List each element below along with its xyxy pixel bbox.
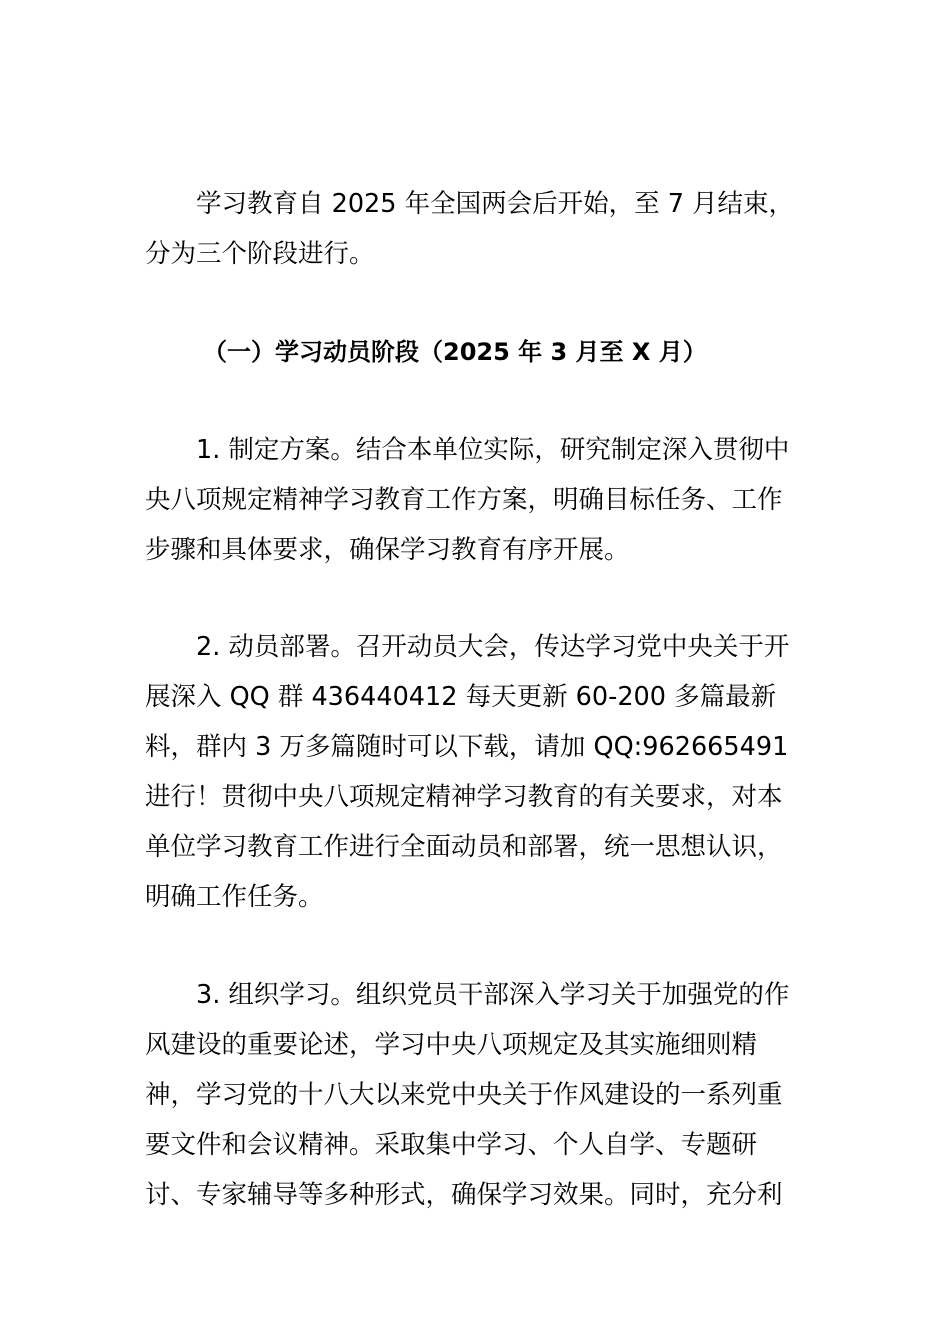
item-paragraph-2 <box>145 622 810 922</box>
paragraph-line: 3. 组织学习。组织党员干部深入学习关于加强党的作 <box>196 980 790 1010</box>
paragraph-line: 讨、专家辅导等多种形式，确保学习效果。同时，充分利 <box>145 1180 783 1210</box>
paragraph-line: 单位学习教育工作进行全面动员和部署，统一思想认识， <box>145 832 783 862</box>
paragraph-line: 要文件和会议精神。采取集中学习、个人自学、专题研 <box>145 1130 758 1160</box>
paragraph-line: 分为三个阶段进行。 <box>145 239 375 269</box>
item-paragraph-1 <box>145 425 810 575</box>
section-heading: （一）学习动员阶段（2025 年 3 月至 X 月） <box>203 338 707 366</box>
paragraph-line: 明确工作任务。 <box>145 882 324 912</box>
item-paragraph-3 <box>145 970 810 1220</box>
paragraph-line: 2. 动员部署。召开动员大会，传达学习党中央关于开 <box>196 632 790 662</box>
intro-paragraph <box>145 179 810 279</box>
paragraph-line: 神，学习党的十八大以来党中央关于作风建设的一系列重 <box>145 1080 783 1110</box>
paragraph-line: 央八项规定精神学习教育工作方案，明确目标任务、工作 <box>145 485 783 515</box>
paragraph-line: 1. 制定方案。结合本单位实际，研究制定深入贯彻中 <box>196 435 790 465</box>
paragraph-line: 步骤和具体要求，确保学习教育有序开展。 <box>145 535 630 565</box>
paragraph-line: 展深入 QQ 群 436440412 每天更新 60-200 多篇最新 <box>145 682 777 712</box>
paragraph-line: 进行！贯彻中央八项规定精神学习教育的有关要求，对本 <box>145 782 783 812</box>
paragraph-line: 料，群内 3 万多篇随时可以下载，请加 QQ:962665491 <box>145 732 789 762</box>
paragraph-line: 风建设的重要论述，学习中央八项规定及其实施细则精 <box>145 1030 758 1060</box>
paragraph-line: 学习教育自 2025 年全国两会后开始，至 7 月结束， <box>196 189 795 219</box>
